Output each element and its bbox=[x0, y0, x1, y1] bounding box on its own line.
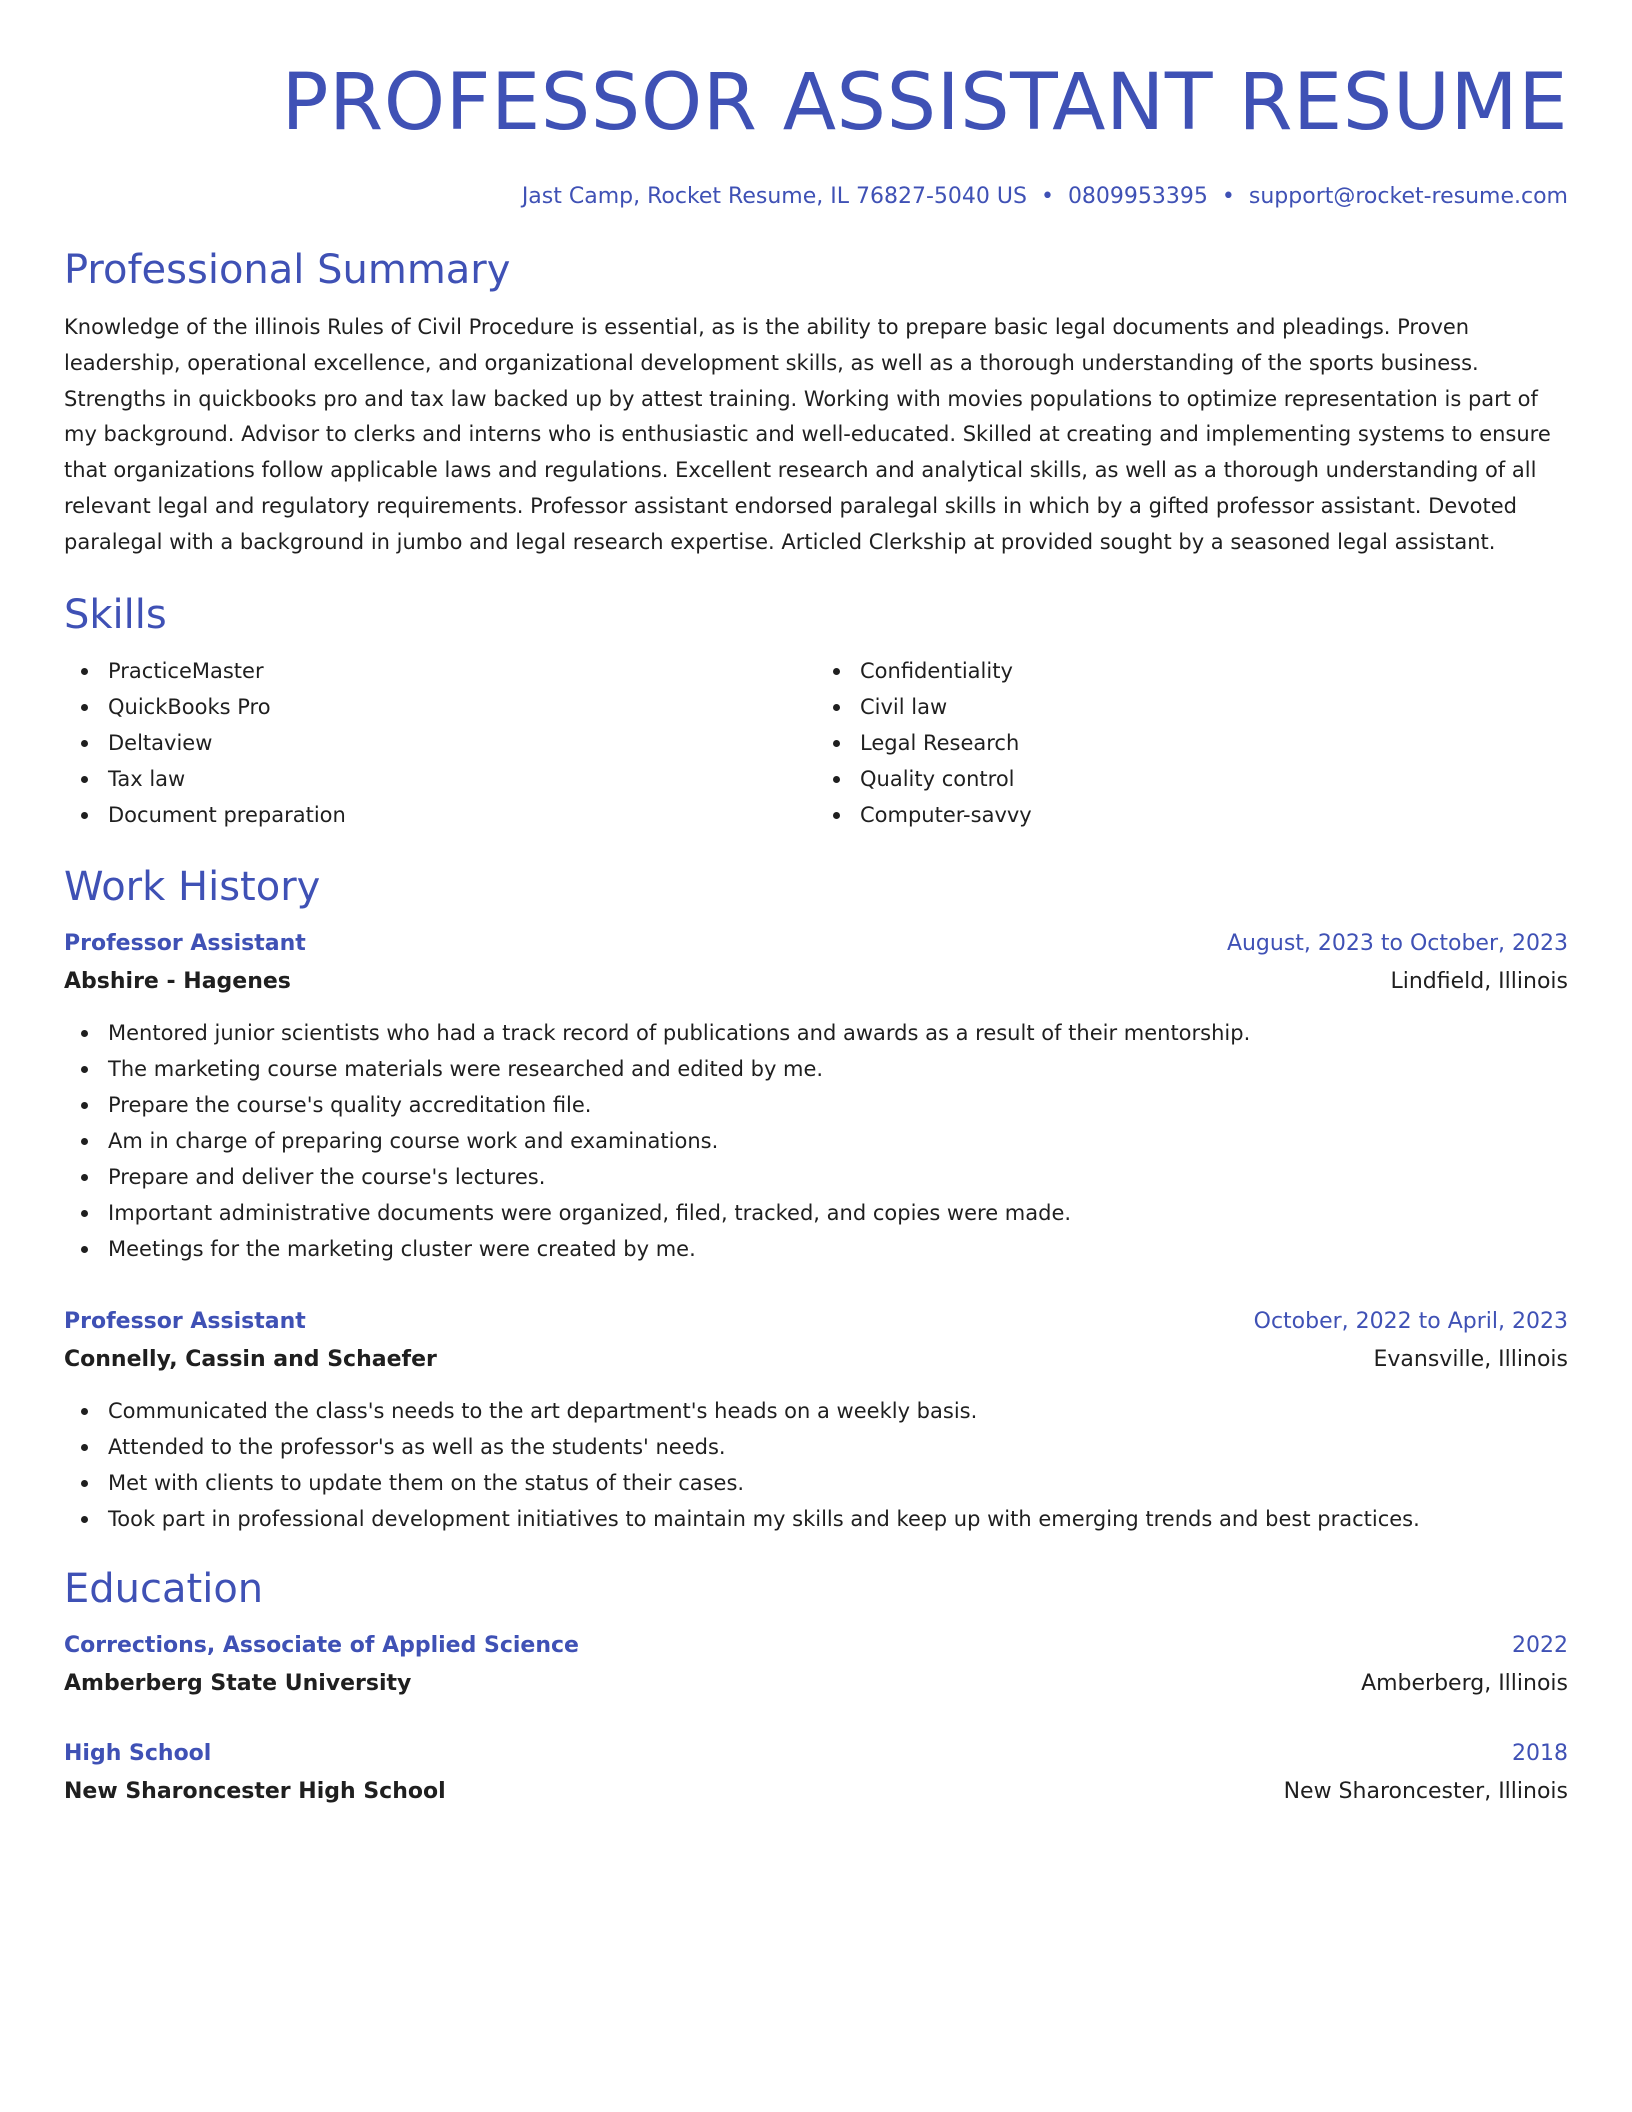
education-school: Amberberg State University bbox=[64, 1670, 412, 1696]
list-item: Took part in professional development initiatives to maintain my skills and keep up with emerging trends and best practices. bbox=[64, 1501, 1568, 1537]
education-degree: High School bbox=[64, 1740, 212, 1766]
contact-separator: • bbox=[1221, 184, 1235, 209]
skill-item: Confidentiality bbox=[816, 653, 1568, 689]
education-section bbox=[64, 1563, 1568, 1811]
skills-column-right bbox=[816, 653, 1568, 833]
skill-item: Civil law bbox=[816, 689, 1568, 725]
list-item: Attended to the professor's as well as the students' needs. bbox=[64, 1429, 1568, 1465]
list-item: Prepare and deliver the course's lectures. bbox=[64, 1159, 1568, 1195]
skill-item: Legal Research bbox=[816, 725, 1568, 761]
job-location: Evansville, Illinois bbox=[1373, 1346, 1568, 1372]
job-dates: August, 2023 to October, 2023 bbox=[1226, 930, 1568, 956]
skills-grid bbox=[64, 653, 1568, 833]
skills-column-left bbox=[64, 653, 816, 833]
list-item: Meetings for the marketing cluster were created by me. bbox=[64, 1231, 1568, 1267]
section-heading: Education bbox=[64, 1565, 264, 1612]
contact-phone: 0809953395 bbox=[1067, 184, 1208, 209]
education-year: 2022 bbox=[1512, 1632, 1568, 1658]
contact-separator: • bbox=[1040, 184, 1054, 209]
professional-summary-section bbox=[64, 244, 1568, 561]
list-item: Am in charge of preparing course work and examinations. bbox=[64, 1123, 1568, 1159]
job-entry bbox=[64, 925, 1568, 1267]
education-year: 2018 bbox=[1512, 1740, 1568, 1766]
summary-text: Knowledge of the illinois Rules of Civil Procedure is essential, as is the ability to prepare basic legal documents and pleadings. Proven leadership, operational excellence, and organizational development skills, as well as a thorough understanding of the sports business. Strengths in quickbooks pro and tax law backed up by attest training. Working with movies populations to optimize representation is part of my background. Advisor to clerks and interns who is enthusiastic and well-educated. Skilled at creating and implementing systems to ensure that organizations follow applicable laws and regulations. Excellent research and analytical skills, as well as a thorough understanding of all relevant legal and regulatory requirements. Professor assistant endorsed paralegal skills in which by a gifted professor assistant. Devoted paralegal with a background in jumbo and legal research expertise. Articled Clerkship at provided sought by a seasoned legal assistant. bbox=[64, 315, 1551, 554]
job-bullets bbox=[64, 1015, 1568, 1267]
education-location: New Sharoncester, Illinois bbox=[1283, 1778, 1568, 1804]
job-entry bbox=[64, 1303, 1568, 1537]
job-bullets bbox=[64, 1393, 1568, 1537]
education-header-row bbox=[64, 1627, 1568, 1665]
list-item: Prepare the course's quality accreditation file. bbox=[64, 1087, 1568, 1123]
job-company: Abshire - Hagenes bbox=[64, 968, 291, 994]
contact-email: support@rocket-resume.com bbox=[1248, 184, 1568, 209]
education-school-row bbox=[64, 1665, 1568, 1703]
education-header-row bbox=[64, 1735, 1568, 1773]
section-heading: Professional Summary bbox=[64, 247, 511, 293]
skill-item: Computer-savvy bbox=[816, 797, 1568, 833]
resume-header bbox=[64, 48, 1568, 212]
job-company-row bbox=[64, 1341, 1568, 1379]
job-location: Lindfield, Illinois bbox=[1390, 968, 1568, 994]
page-title: PROFESSOR ASSISTANT RESUME bbox=[281, 58, 1568, 148]
list-item: Important administrative documents were organized, filed, tracked, and copies were made. bbox=[64, 1195, 1568, 1231]
list-item: Communicated the class's needs to the art department's heads on a weekly basis. bbox=[64, 1393, 1568, 1429]
job-company-row bbox=[64, 963, 1568, 1001]
contact-address: Jast Camp, Rocket Resume, IL 76827-5040 US bbox=[521, 184, 1027, 209]
list-item: The marketing course materials were researched and edited by me. bbox=[64, 1051, 1568, 1087]
work-history-section bbox=[64, 861, 1568, 1537]
education-school-row bbox=[64, 1773, 1568, 1811]
education-degree: Corrections, Associate of Applied Science bbox=[64, 1632, 579, 1658]
skill-item: PracticeMaster bbox=[64, 653, 816, 689]
education-entry bbox=[64, 1735, 1568, 1811]
job-title: Professor Assistant bbox=[64, 1308, 306, 1334]
job-title: Professor Assistant bbox=[64, 930, 306, 956]
education-location: Amberberg, Illinois bbox=[1361, 1670, 1568, 1696]
skills-section bbox=[64, 589, 1568, 833]
list-item: Mentored junior scientists who had a track record of publications and awards as a result of their mentorship. bbox=[64, 1015, 1568, 1051]
job-company: Connelly, Cassin and Schaefer bbox=[64, 1346, 437, 1372]
job-header-row bbox=[64, 1303, 1568, 1341]
contact-line bbox=[64, 182, 1568, 212]
job-dates: October, 2022 to April, 2023 bbox=[1253, 1308, 1568, 1334]
skill-item: Document preparation bbox=[64, 797, 816, 833]
skill-item: Tax law bbox=[64, 761, 816, 797]
skill-item: QuickBooks Pro bbox=[64, 689, 816, 725]
list-item: Met with clients to update them on the status of their cases. bbox=[64, 1465, 1568, 1501]
education-school: New Sharoncester High School bbox=[64, 1778, 446, 1804]
education-entry bbox=[64, 1627, 1568, 1703]
section-heading: Skills bbox=[64, 591, 167, 638]
skill-item: Deltaview bbox=[64, 725, 816, 761]
job-header-row bbox=[64, 925, 1568, 963]
section-heading: Work History bbox=[64, 863, 321, 910]
skill-item: Quality control bbox=[816, 761, 1568, 797]
